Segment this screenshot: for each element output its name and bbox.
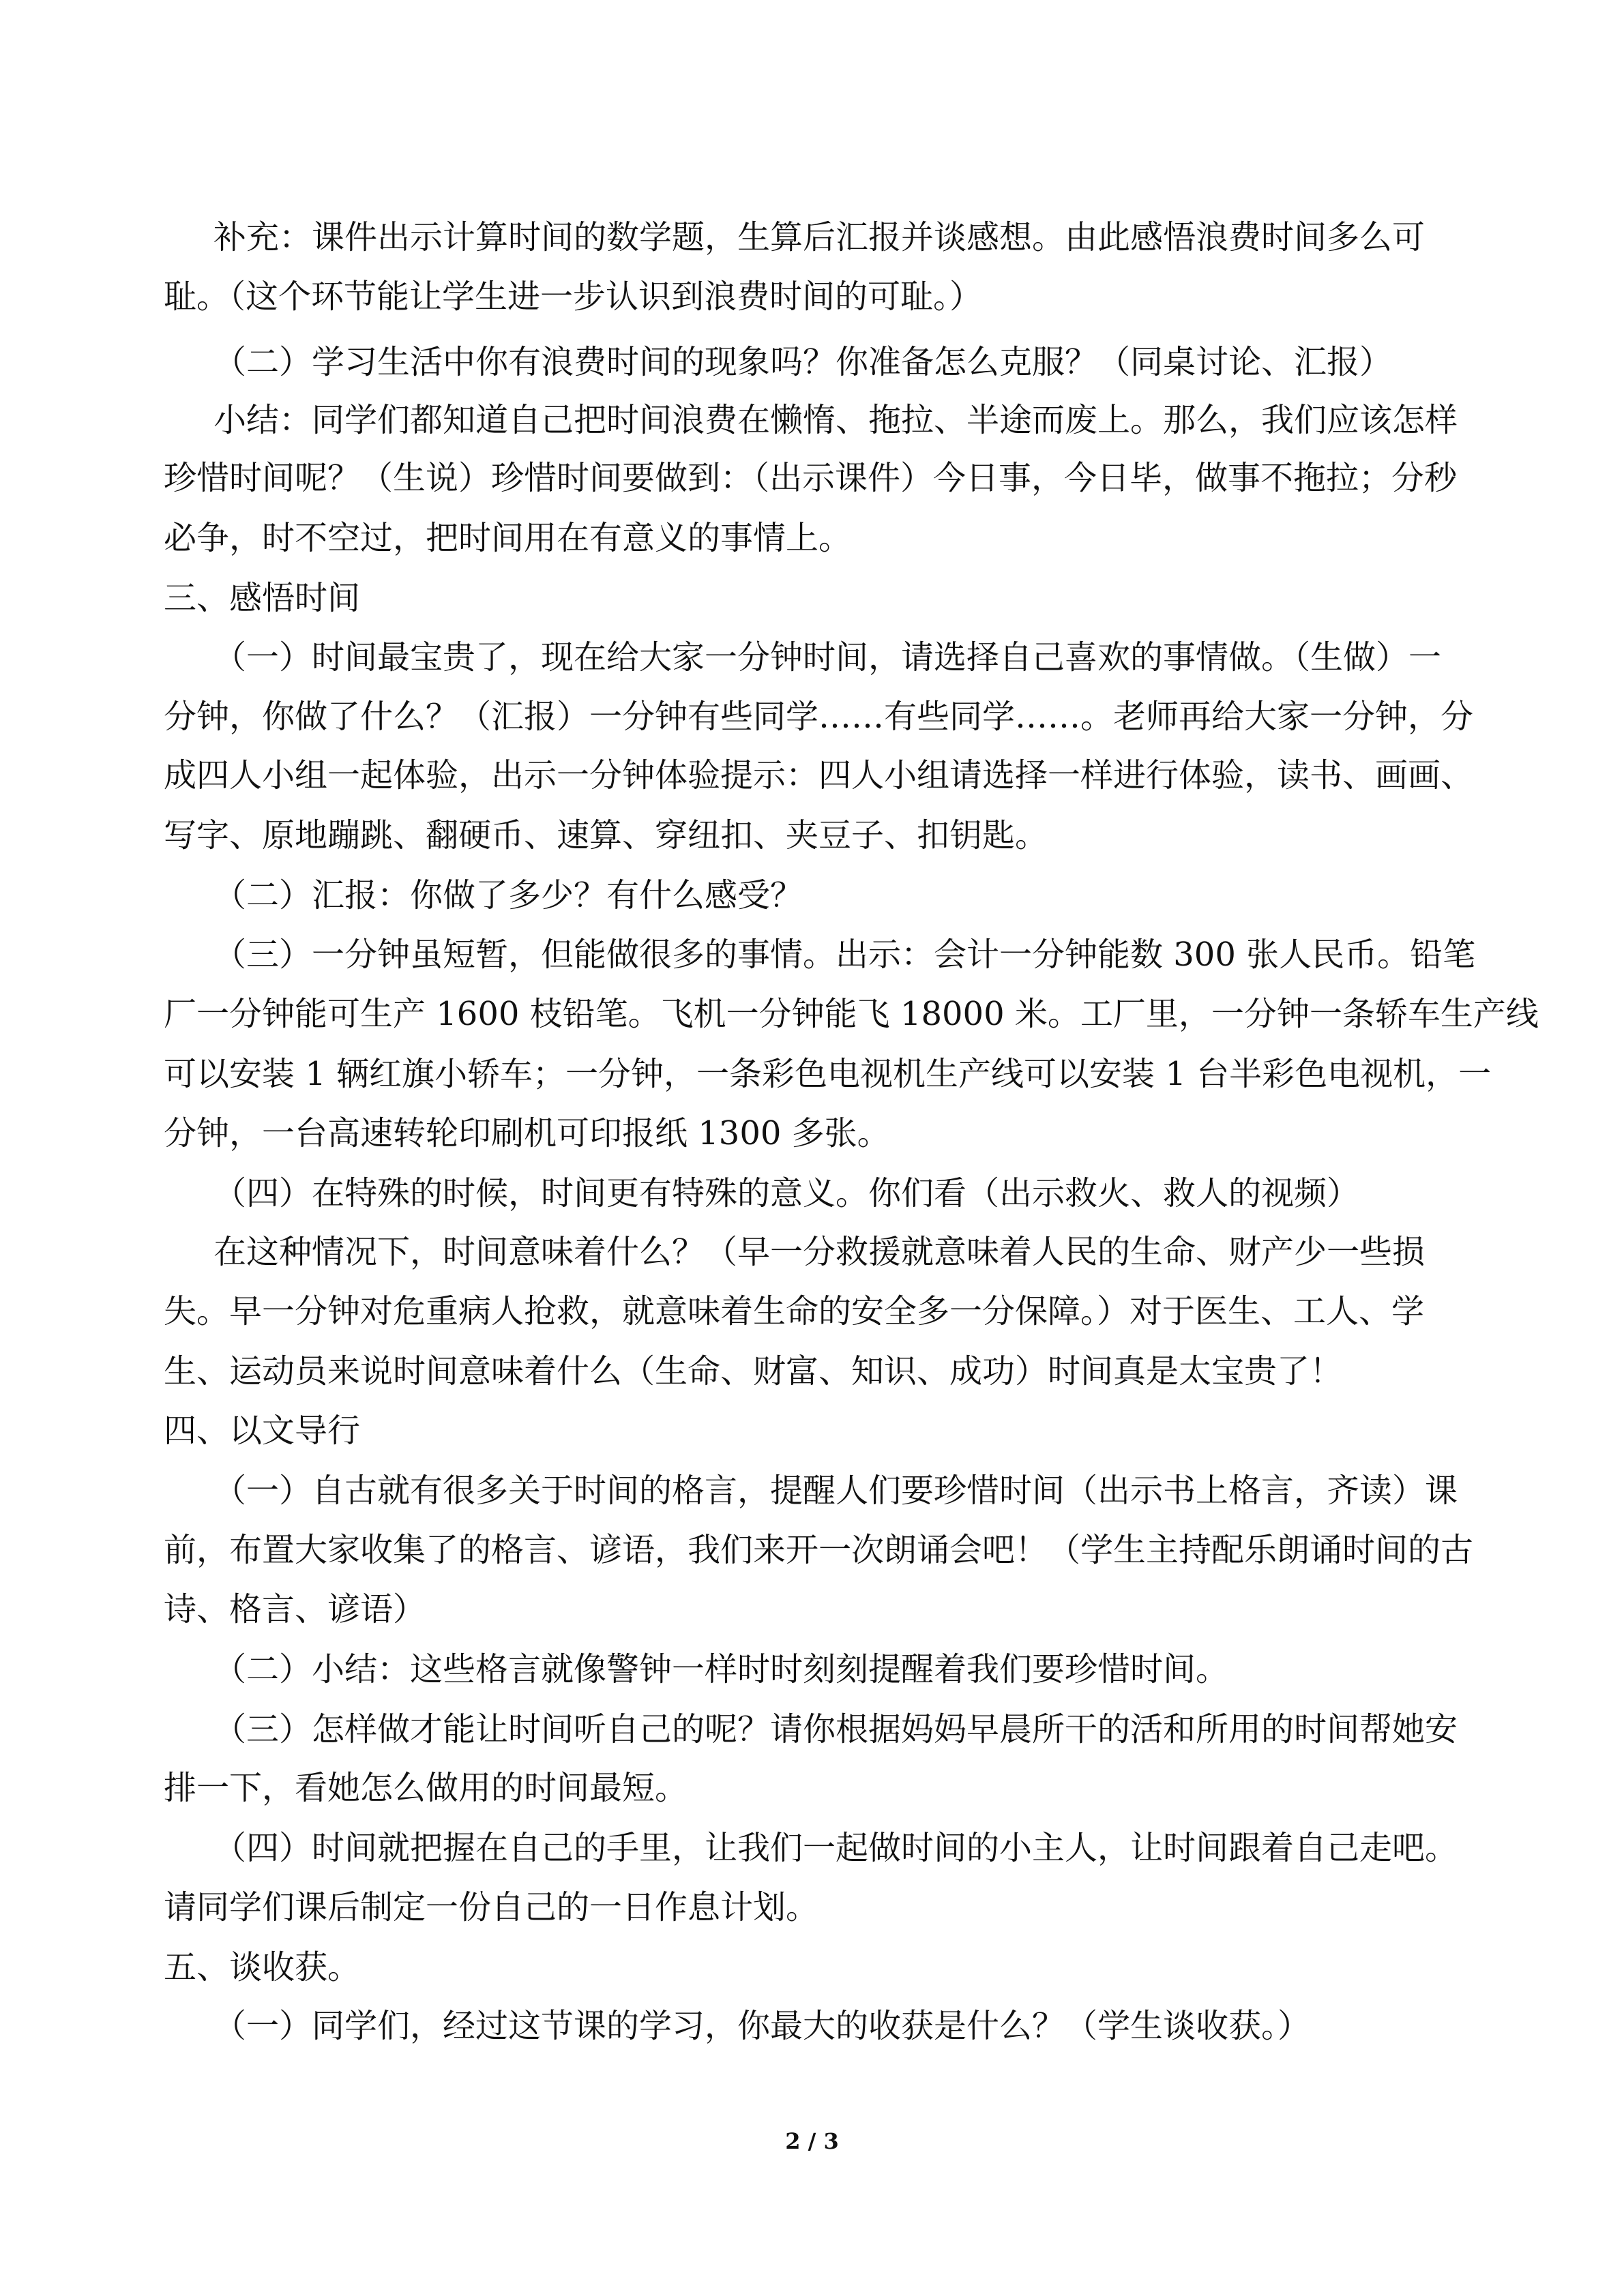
text-line: 生、运动员来说时间意味着什么（生命、财富、知识、成功）时间真是太宝贵了！ [164, 1352, 1343, 1390]
text-line: 排一下，看她怎么做用的时间最短。 [164, 1769, 688, 1807]
page-number: 2 / 3 [785, 2128, 839, 2154]
text-line: 必争，时不空过，把时间用在有意义的事情上。 [164, 519, 852, 557]
text-line: 诗、格言、谚语） [164, 1590, 426, 1628]
text-line: （二）汇报：你做了多少？有什么感受？ [213, 876, 803, 914]
text-line: （一）同学们，经过这节课的学习，你最大的收获是什么？（学生谈收获。） [213, 2007, 1311, 2045]
section-heading: 四、以文导行 [164, 1412, 361, 1450]
text-line: （二）小结：这些格言就像警钟一样时时刻刻提醒着我们要珍惜时间。 [213, 1650, 1229, 1688]
text-line: 在这种情况下，时间意味着什么？（早一分救援就意味着人民的生命、财产少一些损 [213, 1233, 1426, 1271]
text-line: （二）学习生活中你有浪费时间的现象吗？你准备怎么克服？（同桌讨论、汇报） [213, 343, 1393, 381]
text-line: 成四人小组一起体验，出示一分钟体验提示：四人小组请选择一样进行体验，读书、画画、 [164, 756, 1474, 794]
text-line: 可以安装 1 辆红旗小轿车；一分钟，一条彩色电视机生产线可以安装 1 台半彩色电视机，一 [164, 1055, 1492, 1093]
text-line: 厂一分钟能可生产 1600 枝铅笔。飞机一分钟能飞 18000 米。工厂里，一分钟一条轿车生产线 [164, 995, 1539, 1033]
text-line: （三）怎样做才能让时间听自己的呢？请你根据妈妈早晨所干的活和所用的时间帮她安 [213, 1710, 1458, 1748]
text-line: 珍惜时间呢？（生说）珍惜时间要做到：（出示课件）今日事，今日毕，做事不拖拉；分秒 [164, 459, 1458, 497]
text-line: 小结：同学们都知道自己把时间浪费在懒惰、拖拉、半途而废上。那么，我们应该怎样 [213, 401, 1458, 439]
text-line: 耻。（这个环节能让学生进一步认识到浪费时间的可耻。） [164, 278, 983, 316]
text-line: 写字、原地蹦跳、翻硬币、速算、穿纽扣、夹豆子、扣钥匙。 [164, 816, 1048, 854]
text-line: （四）时间就把握在自己的手里，让我们一起做时间的小主人，让时间跟着自己走吧。 [213, 1829, 1458, 1867]
section-heading: 五、谈收获。 [164, 1948, 361, 1986]
section-heading: 三、感悟时间 [164, 579, 361, 617]
text-line: （三）一分钟虽短暂，但能做很多的事情。出示：会计一分钟能数 300 张人民币。铅笔 [213, 936, 1476, 974]
text-line: 分钟，你做了什么？（汇报）一分钟有些同学……有些同学……。老师再给大家一分钟，分 [164, 698, 1474, 736]
text-line: （四）在特殊的时候，时间更有特殊的意义。你们看（出示救火、救人的视频） [213, 1174, 1360, 1212]
text-line: 失。早一分钟对危重病人抢救，就意味着生命的安全多一分保障。）对于医生、工人、学 [164, 1292, 1425, 1330]
text-line: 前，布置大家收集了的格言、谚语，我们来开一次朗诵会吧！（学生主持配乐朗诵时间的古 [164, 1531, 1474, 1569]
text-line: 补充：课件出示计算时间的数学题，生算后汇报并谈感想。由此感悟浪费时间多么可 [213, 218, 1426, 256]
text-line: 分钟，一台高速转轮印刷机可印报纸 1300 多张。 [164, 1114, 890, 1152]
text-line: （一）自古就有很多关于时间的格言，提醒人们要珍惜时间（出示书上格言，齐读）课 [213, 1472, 1458, 1510]
text-line: 请同学们课后制定一份自己的一日作息计划。 [164, 1888, 819, 1926]
text-line: （一）时间最宝贵了，现在给大家一分钟时间，请选择自己喜欢的事情做。（生做）一 [213, 638, 1442, 676]
